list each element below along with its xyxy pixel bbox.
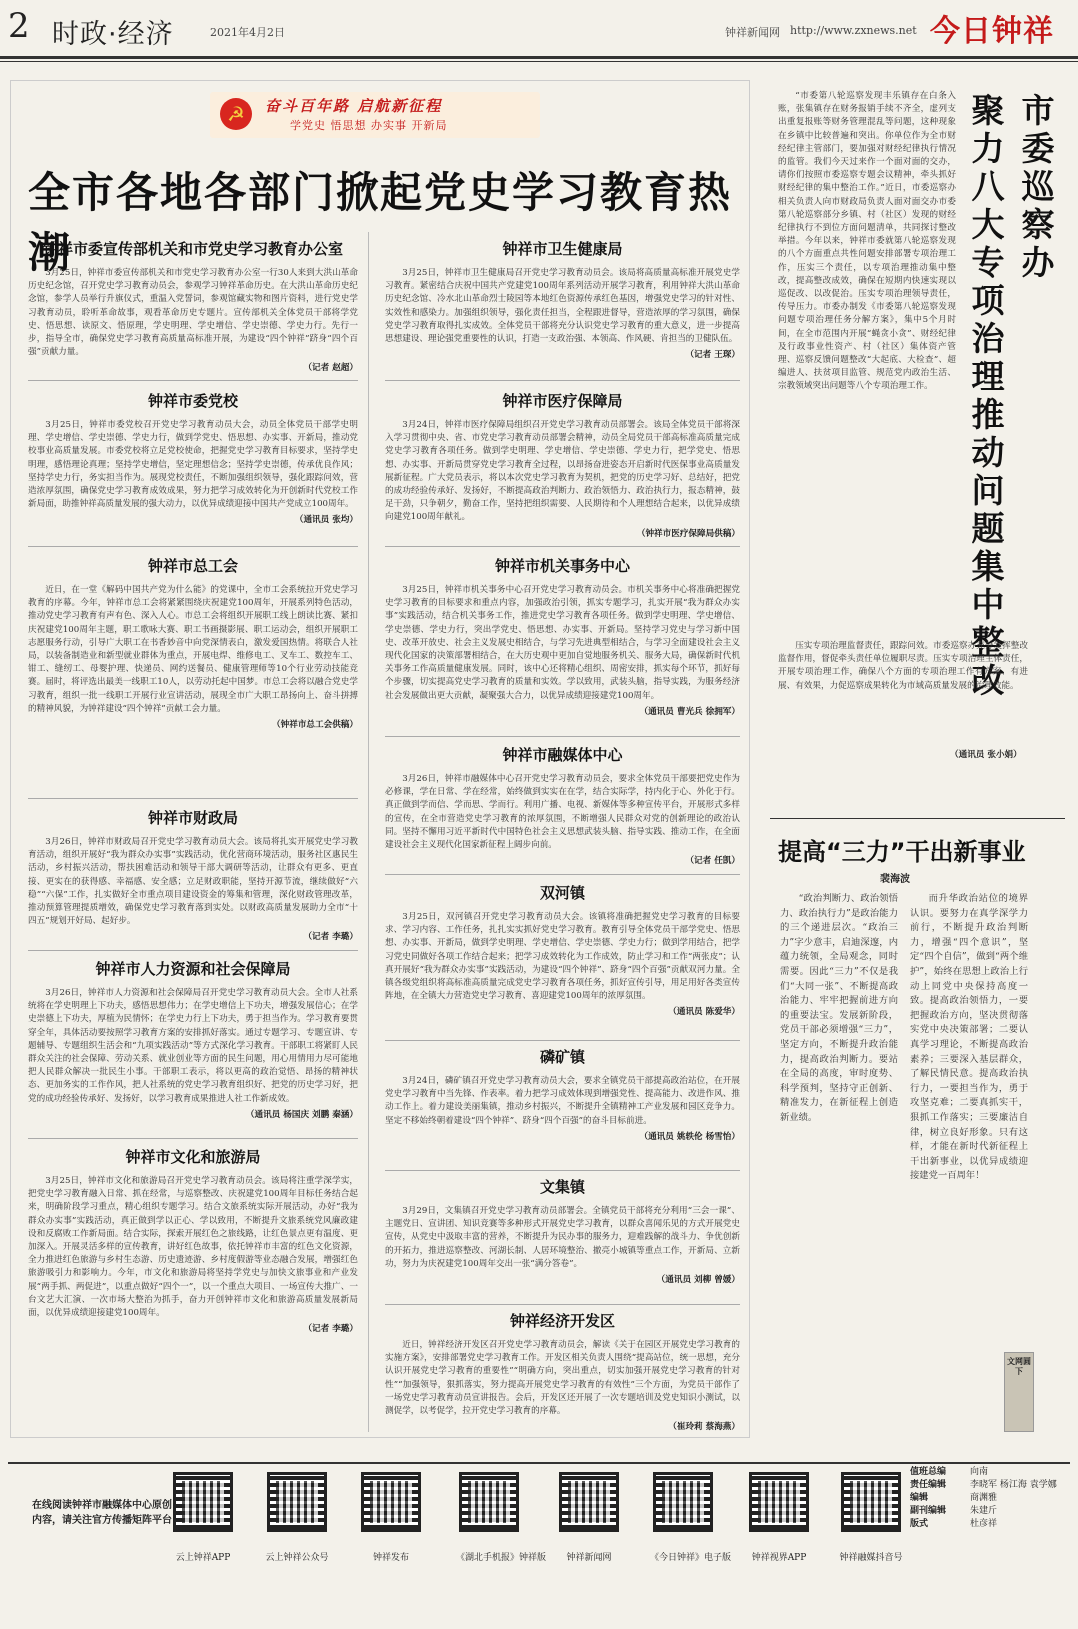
- thumbnail-label: 文网圆下: [1007, 1356, 1031, 1376]
- headline-char: 集: [971, 547, 1005, 586]
- headline-char: 中: [971, 585, 1005, 624]
- article-10: [385, 744, 740, 866]
- headline-char: 治: [971, 319, 1005, 358]
- staff-credits: [910, 1466, 1070, 1531]
- page-header: [0, 0, 1078, 56]
- staff-name: 杜彦祥: [970, 1519, 998, 1529]
- staff-name: 向南: [970, 1467, 989, 1477]
- site-name: 钟祥新闻网: [725, 26, 780, 39]
- qr-label: 钟祥视界APP: [751, 1553, 807, 1563]
- article-title: 钟祥市医疗保障局: [502, 392, 623, 410]
- qr-code-e-paper[interactable]: [650, 1472, 732, 1563]
- staff-role: 责任编辑: [910, 1480, 947, 1490]
- divider: [28, 798, 358, 799]
- opinion-author: 裴海波: [880, 874, 910, 885]
- banner-subtitle: 学党史 悟思想 办实事 开新局: [290, 119, 448, 132]
- staff-name: 李晓军 杨江海 袁学娜: [970, 1480, 1057, 1490]
- divider: [385, 1304, 740, 1305]
- divider: [28, 1138, 358, 1139]
- qr-code-wechat[interactable]: [264, 1472, 330, 1563]
- article-4: [28, 807, 358, 942]
- article-byline: （通讯员 张小娟）: [950, 750, 1022, 760]
- article-title: 钟祥市人力资源和社会保障局: [95, 960, 291, 978]
- article-body: 而升华政治站位的境界认识。要努力在真学深学力前行，不断提升政治判断力，增强“四个意识”，坚定“四个自信”，做到“两个维护”，始终在思想上政治上行动上同党中央保持高度一致。提高政治领悟力，一要把握政治方向，坚决贯彻落实党中央决策部署；二要认真学习理论，不断提高政治素养；三要深入基层群众，了解民情民意。提高政治执行力，一要担当作为，勇于攻坚克难；二要真抓实干，狠抓工作落实；三要廉洁自律，树立良好形象。只有这样，才能在新时代新征程上干出新事业，以优异成绩迎接建党一百周年！: [910, 893, 1028, 1182]
- qr-code-icon: [459, 1472, 519, 1532]
- article-body: 3月25日，钟祥市委党校召开党史学习教育动员大会，动员全体党员干部学史明理、学史增信、学史崇德、学史力行，做到学党史、悟思想、办实事、开新局，推动党校事业高质量发展。市委党校将立足党校使命，把握党史学习教育目标要求，坚持学史明理，感悟理论真理；坚持学史增信，坚定理想信念；坚持学史崇德，传承优良作风；坚持学史力行，务实担当作为。展现党校责任，不断加强组织领导，强化跟踪问效，营造浓厚氛围，确保党史学习教育成效成果，努力把学习成效转化为开创新时代党校工作新局面，助推钟祥高质量发展的强大动力，以优异成绩迎接中国共产党成立100周年。: [28, 420, 358, 510]
- article-body: “政治判断力、政治领悟力、政治执行力”是政治能力的三个递进层次。“政治三力”字少意丰，启迪深邃，内蕴力统领，全局观念，同时需要。因此“三力”不仅是我们“大同一张”、不断提高政治能力、牢牢把握前进方向的重要法宝。发展新阶段，党员干部必须增强“三力”，坚定方向，不断提升政治能力，提高政治判断力。要站在全局的高度，审时度势、科学预判，坚持守正创新、精准发力，在新征程上创造新业绩。: [780, 893, 898, 1123]
- footer-promo-text: 在线阅读钟祥市融媒体中心原创内容，请关注官方传播矩阵平台: [32, 1500, 172, 1526]
- article-byline: （钟祥市医疗保障局供稿）: [636, 528, 740, 539]
- article-body: 3月26日，钟祥市财政局召开党史学习教育动员大会。该局将扎实开展党史学习教育活动，组织开展好“我为群众办实事”实践活动，优化营商环境活动，服务社区惠民生活动，乡村振兴活动，帮扶困难活动和领导干部大调研等活动，让群众有更多、更直接、更实在的获得感、幸福感、安全感；立足财政职能，坚持开源节流，继续做好“六稳”“六保”工作，扎实做好全市重点项目建设资金的筹集和管理，深化财政管理改革，推动预算管理提质增效，确保党史学习教育落到实处。以财政高质量发展助力全市“十四五”规划开好局、起好步。: [28, 837, 358, 927]
- headline-char: 八: [971, 167, 1005, 206]
- qr-code-icon: [173, 1472, 233, 1532]
- article-8: [385, 390, 740, 539]
- staff-role: 编辑: [910, 1493, 929, 1503]
- article-byline: （通讯员 杨国庆 刘鹏 秦涵）: [245, 1109, 358, 1120]
- page-footer: [8, 1462, 1070, 1624]
- staff-name: 朱建斤: [970, 1506, 998, 1516]
- article-title: 磷矿镇: [539, 1048, 585, 1066]
- article-body: 3月25日，双河镇召开党史学习教育动员大会。该镇将准确把握党史学习教育的目标要求、学习内容、工作任务，扎扎实实抓好党史学习教育。教育引导全体党员干部学党史、悟思想、办实事、开新局，做到学史明理、学史增信、学史崇德、学史力行；做到学用结合，把学习党史同做好各项工作结合起来；把学习成效转化为工作成效，防止学习和工作“两张皮”；认真开展好“我为群众办实事”实践活动，为建设“四个钟祥”、跻身“四个百强”贡献双河力量。全镇各级党组织将高标准高质量完成党史学习教育各项任务，抓好宣传引导，用足用好各类宣传阵地，在全镇大力营造党史学习教育、喜迎建党100周年的浓厚氛围。: [385, 912, 740, 1002]
- article-1: [28, 238, 358, 373]
- banner-slogan: 奋斗百年路 启航新征程: [265, 97, 443, 115]
- headline-char: 察: [1021, 205, 1055, 244]
- newspaper-brand: 今日钟祥: [930, 14, 1054, 49]
- section-name: 时政·经济: [52, 19, 174, 50]
- inspection-article-cont: [778, 640, 1028, 693]
- article-title: 钟祥市机关事务中心: [494, 557, 630, 575]
- divider: [385, 874, 740, 875]
- headline-column-2: [968, 92, 1008, 700]
- divider: [385, 380, 740, 381]
- headline-char: 动: [971, 433, 1005, 472]
- headline-char: 大: [971, 205, 1005, 244]
- qr-code-release[interactable]: [358, 1472, 424, 1563]
- divider: [385, 1040, 740, 1041]
- headline-char: 问: [971, 471, 1005, 510]
- divider: [385, 1170, 740, 1171]
- article-title: 钟祥市卫生健康局: [502, 240, 623, 258]
- headline-char: 理: [971, 357, 1005, 396]
- article-7: [385, 238, 740, 360]
- article-title: 双河镇: [539, 884, 585, 902]
- article-body: 3月26日，钟祥市人力资源和社会保障局召开党史学习教育动员大会。全市人社系统将在学史明理上下功夫，感悟思想伟力；在学史增信上下功夫，增强发展信心；在学史崇德上下功夫，厚植为民情怀；在学史力行上下功夫，勇于担当作为。学习教育要贯穿全年，具体活动要按照学习教育方案的安排抓好落实。通过专题学习、专题宣讲、专题辅导、专题组织生活会和“九项实践活动”等方式深化学习教育。干部职工将紧盯人民群众关注的社会保障、劳动关系、就业创业等方面的民生问题，用心用情用力尽可能地把人民群众解决一批民生小事。干部职工表示，将以更高的政治觉悟、昂扬的精神状态、更加务实的工作作风，把人社系统的党史学习教育组织好、把党的历史学习好，把党的成功经验传承好、发扬好，以学习教育成果推进人社工作新成效。: [28, 988, 358, 1104]
- header-rule: [0, 56, 1078, 59]
- qr-label: 《湖北手机报》钟祥版: [456, 1553, 547, 1563]
- qr-label: 《今日钟祥》电子版: [650, 1553, 732, 1563]
- opinion-headline: 提高“三力”干出新事业: [778, 838, 1026, 866]
- article-title: 钟祥市财政局: [147, 809, 238, 827]
- qr-code-news-site[interactable]: [556, 1472, 622, 1563]
- article-byline: （通讯员 陈爱华）: [668, 1007, 740, 1018]
- headline-char: 委: [1021, 129, 1055, 168]
- headline-column-1: [1018, 92, 1058, 282]
- qr-code-icon: [749, 1472, 809, 1532]
- divider: [28, 380, 358, 381]
- article-byline: （通讯员 刘柳 曾媛）: [656, 1275, 740, 1286]
- article-12: [385, 1046, 740, 1142]
- article-byline: （通讯员 张均）: [294, 515, 358, 526]
- inspection-article: [778, 90, 956, 394]
- feature-headline: 全市各地各部门掀起党史学习教育热潮: [28, 168, 733, 277]
- article-5: [28, 958, 358, 1120]
- divider: [770, 818, 1065, 819]
- qr-label: 钟祥融媒抖音号: [839, 1553, 903, 1563]
- article-byline: （通讯员 姚轶伦 杨雪怡）: [639, 1131, 740, 1142]
- staff-role: 版式: [910, 1519, 929, 1529]
- article-title: 钟祥市委宣传部机关和市党史学习教育办公室: [42, 240, 343, 258]
- divider: [385, 546, 740, 547]
- article-13: [385, 1176, 740, 1285]
- staff-name: 商渊雅: [970, 1493, 998, 1503]
- headline-char: 整: [971, 623, 1005, 662]
- article-14: [385, 1310, 740, 1432]
- page-number: 2: [8, 6, 30, 46]
- qr-code-video-app[interactable]: [746, 1472, 812, 1563]
- article-byline: （通讯员 曹光兵 徐拥军）: [639, 706, 740, 717]
- divider: [385, 736, 740, 737]
- headline-char: 办: [1021, 243, 1055, 282]
- qr-code-icon: [361, 1472, 421, 1532]
- article-byline: （钟祥市总工会供稿）: [272, 720, 358, 731]
- qr-code-icon: [267, 1472, 327, 1532]
- headline-char: 专: [971, 243, 1005, 282]
- opinion-column-2: [910, 892, 1028, 1184]
- article-byline: （崔玲莉 蔡海燕）: [668, 1422, 740, 1433]
- article-title: 钟祥市委党校: [147, 392, 238, 410]
- article-title: 钟祥市总工会: [147, 557, 238, 575]
- qr-label: 钟祥新闻网: [566, 1553, 612, 1563]
- headline-char: 力: [971, 129, 1005, 168]
- qr-label: 钟祥发布: [372, 1553, 409, 1563]
- opinion-thumbnail: [1004, 1352, 1034, 1432]
- qr-code-mobile-paper[interactable]: [456, 1472, 547, 1563]
- article-title: 钟祥经济开发区: [509, 1312, 615, 1330]
- article-title: 文集镇: [539, 1178, 585, 1196]
- article-body: 3月25日，钟祥市机关事务中心召开党史学习教育动员会。市机关事务中心将准确把握党史学习教育的目标要求和重点内容，加强政治引领，抓实专题学习，扎实开展“我为群众办实事”实践活动，结合机关事务工作，推进党史学习教育各项任务。做到学史明理、学史增信、学史崇德、学史力行，突出学党史、悟思想、办实事、开新局。坚持学习党史与学习新中国史、改革开放史、社会主义发展史相结合，与学习先进典型相结合，与学习全面建设社会主义现代化国家的决策部署相结合，在大历史观中更加自觉地服务机关、服务大局，确保新时代机关事务工作高质量健康发展。同时，该中心还将精心组织、周密安排，抓实每个环节，抓好每个步骤，切实提高党史学习教育的质量和实效。学以致用，武装头脑，指导实践，为服务经济社会发展做出更大贡献，凝聚强大合力，以优异成绩迎接建党100周年。: [385, 585, 740, 701]
- qr-code-icon: [653, 1472, 713, 1532]
- qr-code-app[interactable]: [170, 1472, 236, 1563]
- article-byline: （记者 李璐）: [303, 932, 358, 943]
- qr-code-douyin[interactable]: [838, 1472, 904, 1563]
- article-body: 压实专项治理监督责任，跟踪问效。市委巡察办充分发挥整改监督作用，督促牵头责任单位履职尽责。压实专项治理主体责任，开展专项治理工作，确保八个方面的专项治理工作有方案、有进展、有效果，力促巡察成果转化为市域高质量发展的治理效能。: [778, 641, 1028, 691]
- article-byline: （记者 赵超）: [303, 363, 358, 374]
- qr-code-icon: [559, 1472, 619, 1532]
- article-byline: （记者 李璐）: [303, 1324, 358, 1335]
- article-body: “市委第八轮巡察发现丰乐镇存在白条入账，张集镇存在财务报销手续不齐全，虚列支出重复报账等财务管理混乱等问题，这种现象在乡镇中比较普遍和突出。你单位作为全市财经纪律主管部门，要加强对财经纪律执行情况的监管。我们今天过来作一个面对面的交办，请你们按照市委巡察专题会议精神，牵头抓好财经纪律的集中整治工作。”近日，市委巡察办相关负责人向市财政局负责人面对面交办市委第八轮巡察部分乡镇、村（社区）发现的财经纪律执行不到位方面问题清单，共同探讨整改举措。今年以来，钟祥市委就第八轮巡察发现的八个方面重点共性问题安排部署专项治理工作，压实三个责任，以专项治理推动集中整改，提高整改成效，确保在短期内快速实现以巡促改、以改促治。压实专项治理领导责任，传导压力。市委办制发《市委第八轮巡察发现问题专项治理任务分解方案》，集中5个月时间，在全市范围内开展“蝇贪小贪”、财经纪律及行政事业性资产、村（社区）集体资产管理、巡察反馈问题整改“大起底、大检查”、超编进人、扶贫项目监管、规范党内政治生活、宗教领域突出问题等八个专项治理工作。: [778, 91, 956, 392]
- theme-banner: [210, 92, 540, 138]
- article-9: [385, 555, 740, 717]
- headline-char: 项: [971, 281, 1005, 320]
- opinion-column-1: [780, 892, 898, 1126]
- article-body: 3月25日，钟祥市委宣传部机关和市党史学习教育办公室一行30人来到大洪山革命历史纪念馆，召开党史学习教育动员会，参观学习钟祥革命历史。在大洪山革命历史纪念馆，参学人员举行升旗仪式，重温入党誓词，参观馆藏实物和图片资料，进行党史学习教育动员，聆听革命故事，观看革命历史专题片。宣传部机关全体党员干部将学党史、悟思想、读原文、悟原理，学史明理、学史增信、学史崇德、学史力行。先行一步，指导全市，确保党史学习教育高质量高标准开展，为建设“四个钟祥”跻身“四个百强”贡献力量。: [28, 268, 358, 358]
- party-emblem-icon: ☭: [220, 98, 252, 130]
- headline-char: 改: [971, 661, 1005, 700]
- issue-date: 2021年4月2日: [210, 26, 285, 39]
- article-byline: （记者 任凯）: [685, 856, 740, 867]
- article-body: 3月24日，磷矿镇召开党史学习教育动员大会，要求全镇党员干部提高政治站位，在开展党史学习教育中当先锋、作表率。着力把学习成效体现到增强党性、提高能力、改进作风、推动工作上。着力建设美丽集镇，推动乡村振兴，不断提升全镇精神工产业发展和园区竞争力。坚定不移始终朝着建设“四个钟祥”、跻身“四个百强”的奋斗目标前进。: [385, 1076, 740, 1126]
- site-url[interactable]: http://www.zxnews.net: [790, 24, 917, 37]
- qr-label: 云上钟祥APP: [175, 1553, 231, 1563]
- article-title: 钟祥市文化和旅游局: [125, 1148, 261, 1166]
- article-body: 近日，钟祥经济开发区召开党史学习教育动员会，解读《关于在园区开展党史学习教育的实施方案》，安排部署党史学习教育工作。开发区相关负责人围绕“提高站位，统一思想，充分认识开展党史学习教育的重要性”“明确方向，突出重点，切实加强开展党史学习教育的针对性”“加强领导，狠抓落实，努力提高开展党史学习教育的有效性”三个方面，为党员干部作了一场党史学习教育动员宣讲报告。会后，开发区还开展了一次专题培训及党史知识小测试，以测促学，以考促学，拉开党史学习教育的序幕。: [385, 1340, 740, 1417]
- headline-char: 题: [971, 509, 1005, 548]
- qr-code-icon: [841, 1472, 901, 1532]
- article-11: [385, 882, 740, 1017]
- article-6: [28, 1146, 358, 1334]
- article-3: [28, 555, 358, 730]
- article-byline: （记者 王琛）: [685, 350, 740, 361]
- article-body: 3月26日，钟祥市融媒体中心召开党史学习教育动员会，要求全体党员干部要把党史作为必修课，学在日常、学在经常，始终做到实实在在学，结合实际学，持内化于心、外化于行。真正做到学而信、学而思、学而行。利用广播、电视、新媒体等多种宣传平台，开展形式多样的宣传，在全市营造党史学习教育的浓厚氛围，不断增强人民群众对党的创新理论的政治认同。坚持不懈用习近平新时代中国特色社会主义思想武装头脑、指导实践、推动工作，在全面建设社会主义现代化国家新征程上阔步向前。: [385, 774, 740, 851]
- staff-role: 副刊编辑: [910, 1506, 947, 1516]
- headline-char: 推: [971, 395, 1005, 434]
- article-title: 钟祥市融媒体中心: [502, 746, 623, 764]
- headline-char: 市: [1021, 91, 1055, 130]
- staff-role: 值班总编: [910, 1467, 947, 1477]
- article-body: 3月24日，钟祥市医疗保障局组织召开党史学习教育动员部署会。该局全体党员干部将深入学习贯彻中央、省、市党史学习教育动员部署会精神，动员全局党员干部高标准高质量完成党史学习教育各项任务。做到学史明理、学史增信、学史崇德、学史力行，把学党史、悟思想、办实事、开新局贯穿党史学习教育全过程，以昂扬奋进姿态开启新时代医保事业高质量发展新征程。广大党员表示，将以本次党史学习教育为契机，把党的历史学习好、总结好，把党的成功经验传承好、发扬好，不断提高政治判断力、政治领悟力、政治执行力，报态精神，鼓足干劲，只争朝夕，勤奋工作，坚持把组织需要、人民期待和个人理想结合起来，以优异成绩向建党100周年献礼。: [385, 420, 740, 523]
- article-2: [28, 390, 358, 525]
- qr-label: 云上钟祥公众号: [265, 1553, 329, 1563]
- article-body: 3月25日，钟祥市卫生健康局召开党史学习教育动员会。该局将高质量高标准开展党史学习教育。紧密结合庆祝中国共产党建党100周年系列活动开展学习教育，利用钟祥大洪山革命历史纪念馆、冷水北山革命烈士陵园等本地红色资源传承红色基因，增强党史学习的针对性、实效性和感染力。加强组织领导，强化责任担当，全程跟进督导，营造浓厚的学习氛围，确保党史学习教育取得扎实成效。全体党员干部将充分认识党史学习教育的重大意义，进一步提高思想建设、理论强党重要性的认识，打造一支政治强、本领高、作风硬、肯担当的卫健队伍。: [385, 268, 740, 345]
- header-rule-thin: [0, 61, 1078, 62]
- headline-char: 聚: [971, 91, 1005, 130]
- article-body: 近日，在一堂《解码中国共产党为什么能》的党课中，全市工会系统拉开党史学习教育的序幕。今年，钟祥市总工会将紧紧围绕庆祝建党100周年，开展系列特色活动，推动党史学习教育有声有色、深入人心。市总工会将组织开展职工线上朗读比赛、紧扣庆祝建党100周年主题，职工歌咏大赛、职工书画摄影展、职工运动会，组织开展职工志愿服务行动，引导广大职工在书香妙音中向党深情表白，激发爱国热情。将联合人社局，以装备制造业和新型就业群体为重点，开展电焊、维修电工、叉车工、数控车工、钳工、缝纫工、母婴护理、快递员、网约送餐员、健康管理师等10个行业劳动技能竞赛。届时，将评选出最美一线职工10人，以劳动托起中国梦。市总工会将以融合党史学习教育，组织一批一线职工开展行业宣讲活动，展现全市广大职工昂扬向上、奋斗拼搏的精神风貌，为钟祥建设“四个钟祥”贡献工会力量。: [28, 585, 358, 714]
- headline-char: 巡: [1021, 167, 1055, 206]
- column-divider: [368, 232, 369, 1432]
- divider: [28, 950, 358, 951]
- article-body: 3月25日，钟祥市文化和旅游局召开党史学习教育动员会。该局将注重学深学实，把党史学习教育融入日常、抓在经常，与巡察整改、庆祝建党100周年目标任务结合起来，明确阶段学习重点，精心组织专题学习。结合文旅系统实际开展活动，办好“我为群众办实事”实践活动，真正做到学以正心、学以致用，不断提升文旅系统党风廉政建设和反腐败工作新局面。结合实际，探索开展红色之旅线路，让红色景点更有温度、更加深入。开展灵活多样的宣传教育，讲好红色故事，依托钟祥市丰富的红色文化资源，全力推进红色旅游与乡村生态游、历史遗迹游、乡村度假游等业态融合发展，增强红色旅游吸引力和影响力。今年，市文化和旅游局将坚持学党史与加快文旅事业和产业发展“两手抓、两促进”，以重点做好“四个一”，以一个重点大项目、一场宣传大推广、一台文艺大汇演、一次市场大整治为抓手，奋力开创钟祥市文化和旅游高质量发展新局面，以优异成绩迎接建党100周年。: [28, 1176, 358, 1319]
- divider: [28, 546, 358, 547]
- article-body: 3月29日，文集镇召开党史学习教育动员部署会。全镇党员干部将充分利用“三会一课”、主题党日、宣讲团、知识竞赛等多种形式开展党史学习教育，以群众喜闻乐见的方式开展党史宣传，从党史中汲取丰富的营养，不断提升为民办事的服务力，迎难践解的战斗力、争优创新的开拓力，推进巡察整改、河湖长制、人居环境整治、撤亮小城镇等重点工作，开新局、立新功，努力为庆祝建党100周年交出一张“满分答卷”。: [385, 1206, 740, 1269]
